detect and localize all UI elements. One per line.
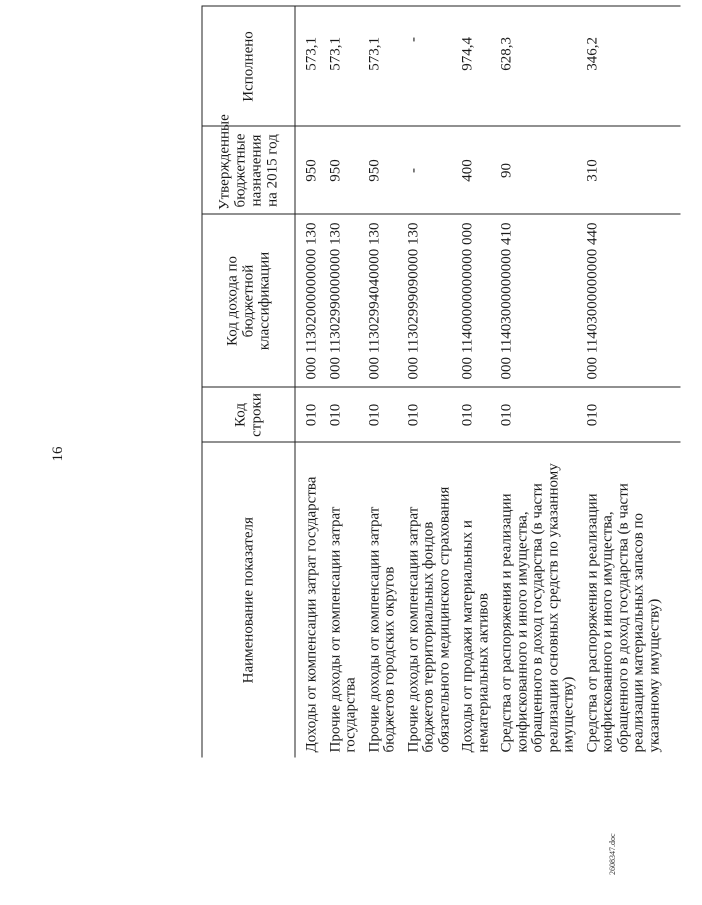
row-indicator-name: Прочие доходы от компенсации затрат бюджетов городских округов bbox=[362, 443, 401, 758]
table-row bbox=[362, 7, 401, 758]
row-approved-amount: 950 bbox=[323, 127, 362, 215]
header-executed-amount: Исполнено bbox=[202, 7, 295, 127]
row-line-code: 010 bbox=[495, 388, 581, 443]
row-line-code: 010 bbox=[362, 388, 401, 443]
row-executed-amount: 628,3 bbox=[495, 7, 581, 127]
header-classification-code: Код дохода по бюджетной классификации bbox=[202, 215, 295, 388]
row-indicator-name: Прочие доходы от компенсации затрат бюджетов территориальных фондов обязательного медицинского страхования bbox=[401, 443, 456, 758]
row-line-code: 010 bbox=[323, 388, 362, 443]
row-classification-code: 000 11403000000000 410 bbox=[495, 215, 581, 388]
row-executed-amount: 573,1 bbox=[362, 7, 401, 127]
row-classification-code: 000 11302000000000 130 bbox=[295, 215, 323, 388]
row-approved-amount: - bbox=[401, 127, 456, 215]
row-classification-code: 000 11403000000000 440 bbox=[580, 215, 681, 388]
row-indicator-name: Доходы от компенсации затрат государства bbox=[295, 443, 323, 758]
document-filename: 2608347.doc bbox=[608, 833, 617, 875]
row-classification-code: 000 11302999090000 130 bbox=[401, 215, 456, 388]
row-approved-amount: 310 bbox=[580, 127, 681, 215]
row-line-code: 010 bbox=[295, 388, 323, 443]
table-row bbox=[495, 7, 581, 758]
table-row bbox=[323, 7, 362, 758]
row-indicator-name: Доходы от продажи материальных и нематериальных активов bbox=[456, 443, 495, 758]
row-executed-amount: 346,2 bbox=[580, 7, 681, 127]
row-approved-amount: 400 bbox=[456, 127, 495, 215]
row-indicator-name: Средства от распоряжения и реализации конфискованного и иного имущества, обращенного в доход государства (в части реализации основных средств по указанному имуществу) bbox=[495, 443, 581, 758]
row-classification-code: 000 11302990000000 130 bbox=[323, 215, 362, 388]
row-line-code: 010 bbox=[580, 388, 681, 443]
row-indicator-name: Прочие доходы от компенсации затрат государства bbox=[323, 443, 362, 758]
page-number: 16 bbox=[50, 446, 66, 462]
table-row bbox=[580, 7, 681, 758]
table-row bbox=[295, 7, 323, 758]
row-line-code: 010 bbox=[456, 388, 495, 443]
row-classification-code: 000 11302994040000 130 bbox=[362, 215, 401, 388]
row-line-code: 010 bbox=[401, 388, 456, 443]
header-line-code: Код строки bbox=[202, 388, 295, 443]
table-row bbox=[401, 7, 456, 758]
row-approved-amount: 950 bbox=[295, 127, 323, 215]
row-executed-amount: - bbox=[401, 7, 456, 127]
row-approved-amount: 90 bbox=[495, 127, 581, 215]
row-classification-code: 000 11400000000000 000 bbox=[456, 215, 495, 388]
income-table bbox=[202, 6, 681, 758]
row-executed-amount: 573,1 bbox=[323, 7, 362, 127]
header-indicator-name: Наименование показателя bbox=[202, 443, 295, 758]
row-approved-amount: 950 bbox=[362, 127, 401, 215]
row-executed-amount: 573,1 bbox=[295, 7, 323, 127]
income-table-rotated bbox=[202, 7, 702, 758]
table-header-row bbox=[202, 7, 295, 758]
header-approved-amount: Утвержденные бюджетные назначения на 2015 год bbox=[202, 127, 295, 215]
row-indicator-name: Средства от распоряжения и реализации конфискованного и иного имущества, обращенного в доход государства (в части реализации материальных запасов по указанному имуществу) bbox=[580, 443, 681, 758]
table-row bbox=[456, 7, 495, 758]
row-executed-amount: 974,4 bbox=[456, 7, 495, 127]
